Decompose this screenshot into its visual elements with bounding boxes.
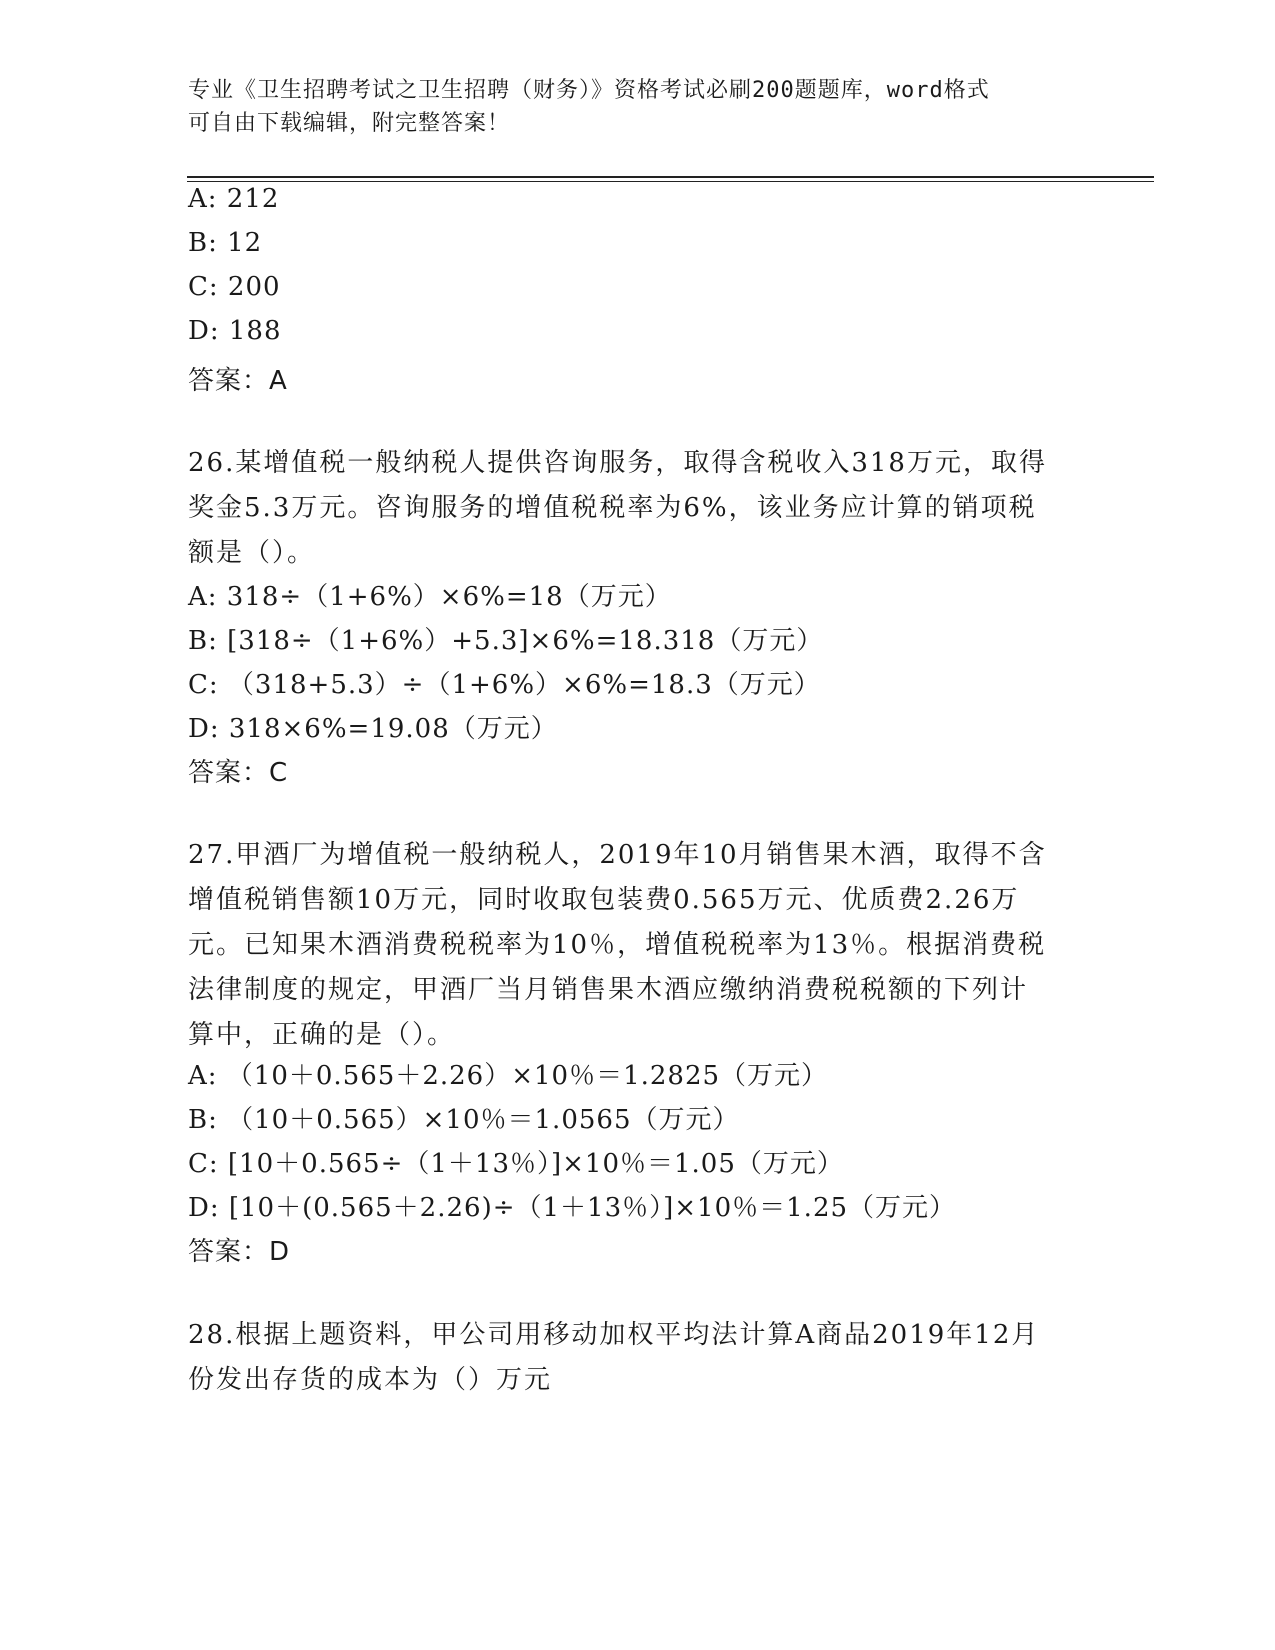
- question-28-line-2: 份发出存货的成本为（）万元: [188, 1365, 553, 1395]
- prev-option-a: A: 212: [188, 184, 280, 214]
- question-27-line-3: 元。已知果木酒消费税税率为10％，增值税税率为13％。根据消费税: [188, 930, 1047, 960]
- question-27-option-b: B: （10＋0.565）×10％＝1.0565（万元）: [188, 1105, 740, 1135]
- prev-option-d: D: 188: [188, 316, 282, 346]
- question-26-option-c: C: （318+5.3）÷（1+6%）×6%=18.3（万元）: [188, 670, 821, 700]
- question-27-option-a: A: （10＋0.565＋2.26）×10％＝1.2825（万元）: [188, 1061, 829, 1091]
- prev-option-b: B: 12: [188, 228, 263, 258]
- question-28-text: [188, 1313, 1088, 1403]
- question-28-line-1: 28.根据上题资料，甲公司用移动加权平均法计算A商品2019年12月: [188, 1320, 1040, 1350]
- question-27-answer: 答案：D: [188, 1237, 291, 1267]
- question-27-option-d: D: [10＋(0.565＋2.26)÷（1＋13％）]×10％＝1.25（万元）: [188, 1193, 957, 1223]
- header-line-2: 可自由下载编辑，附完整答案！: [188, 111, 511, 136]
- question-26-line-3: 额是（）。: [188, 538, 316, 568]
- question-26-answer: 答案：C: [188, 758, 289, 788]
- document-header: [188, 74, 1068, 140]
- question-27-text: [188, 833, 1088, 1058]
- question-26-option-b: B: [318÷（1+6%）+5.3]×6%=18.318（万元）: [188, 626, 824, 656]
- question-26-line-1: 26.某增值税一般纳税人提供咨询服务，取得含税收入318万元，取得: [188, 448, 1047, 478]
- question-27-line-1: 27.甲酒厂为增值税一般纳税人，2019年10月销售果木酒，取得不含: [188, 840, 1047, 870]
- question-26-text: [188, 441, 1088, 576]
- question-26-option-a: A: 318÷（1+6%）×6%=18（万元）: [188, 582, 672, 612]
- question-27-line-2: 增值税销售额10万元，同时收取包装费0.565万元、优质费2.26万: [188, 885, 1020, 915]
- prev-answer: 答案：A: [188, 366, 288, 396]
- header-line-1: 专业《卫生招聘考试之卫生招聘（财务）》资格考试必刷200题题库，word格式: [188, 78, 990, 103]
- question-26-line-2: 奖金5.3万元。咨询服务的增值税税率为6%，该业务应计算的销项税: [188, 493, 1037, 523]
- question-27-line-4: 法律制度的规定，甲酒厂当月销售果木酒应缴纳消费税税额的下列计: [188, 975, 1029, 1005]
- question-27-line-5: 算中，正确的是（）。: [188, 1020, 456, 1050]
- question-26-option-d: D: 318×6%=19.08（万元）: [188, 714, 558, 744]
- prev-option-c: C: 200: [188, 272, 281, 302]
- header-divider-thin: [187, 181, 1154, 182]
- header-divider-thick: [187, 176, 1154, 178]
- question-27-option-c: C: [10＋0.565÷（1＋13％）]×10％＝1.05（万元）: [188, 1149, 844, 1179]
